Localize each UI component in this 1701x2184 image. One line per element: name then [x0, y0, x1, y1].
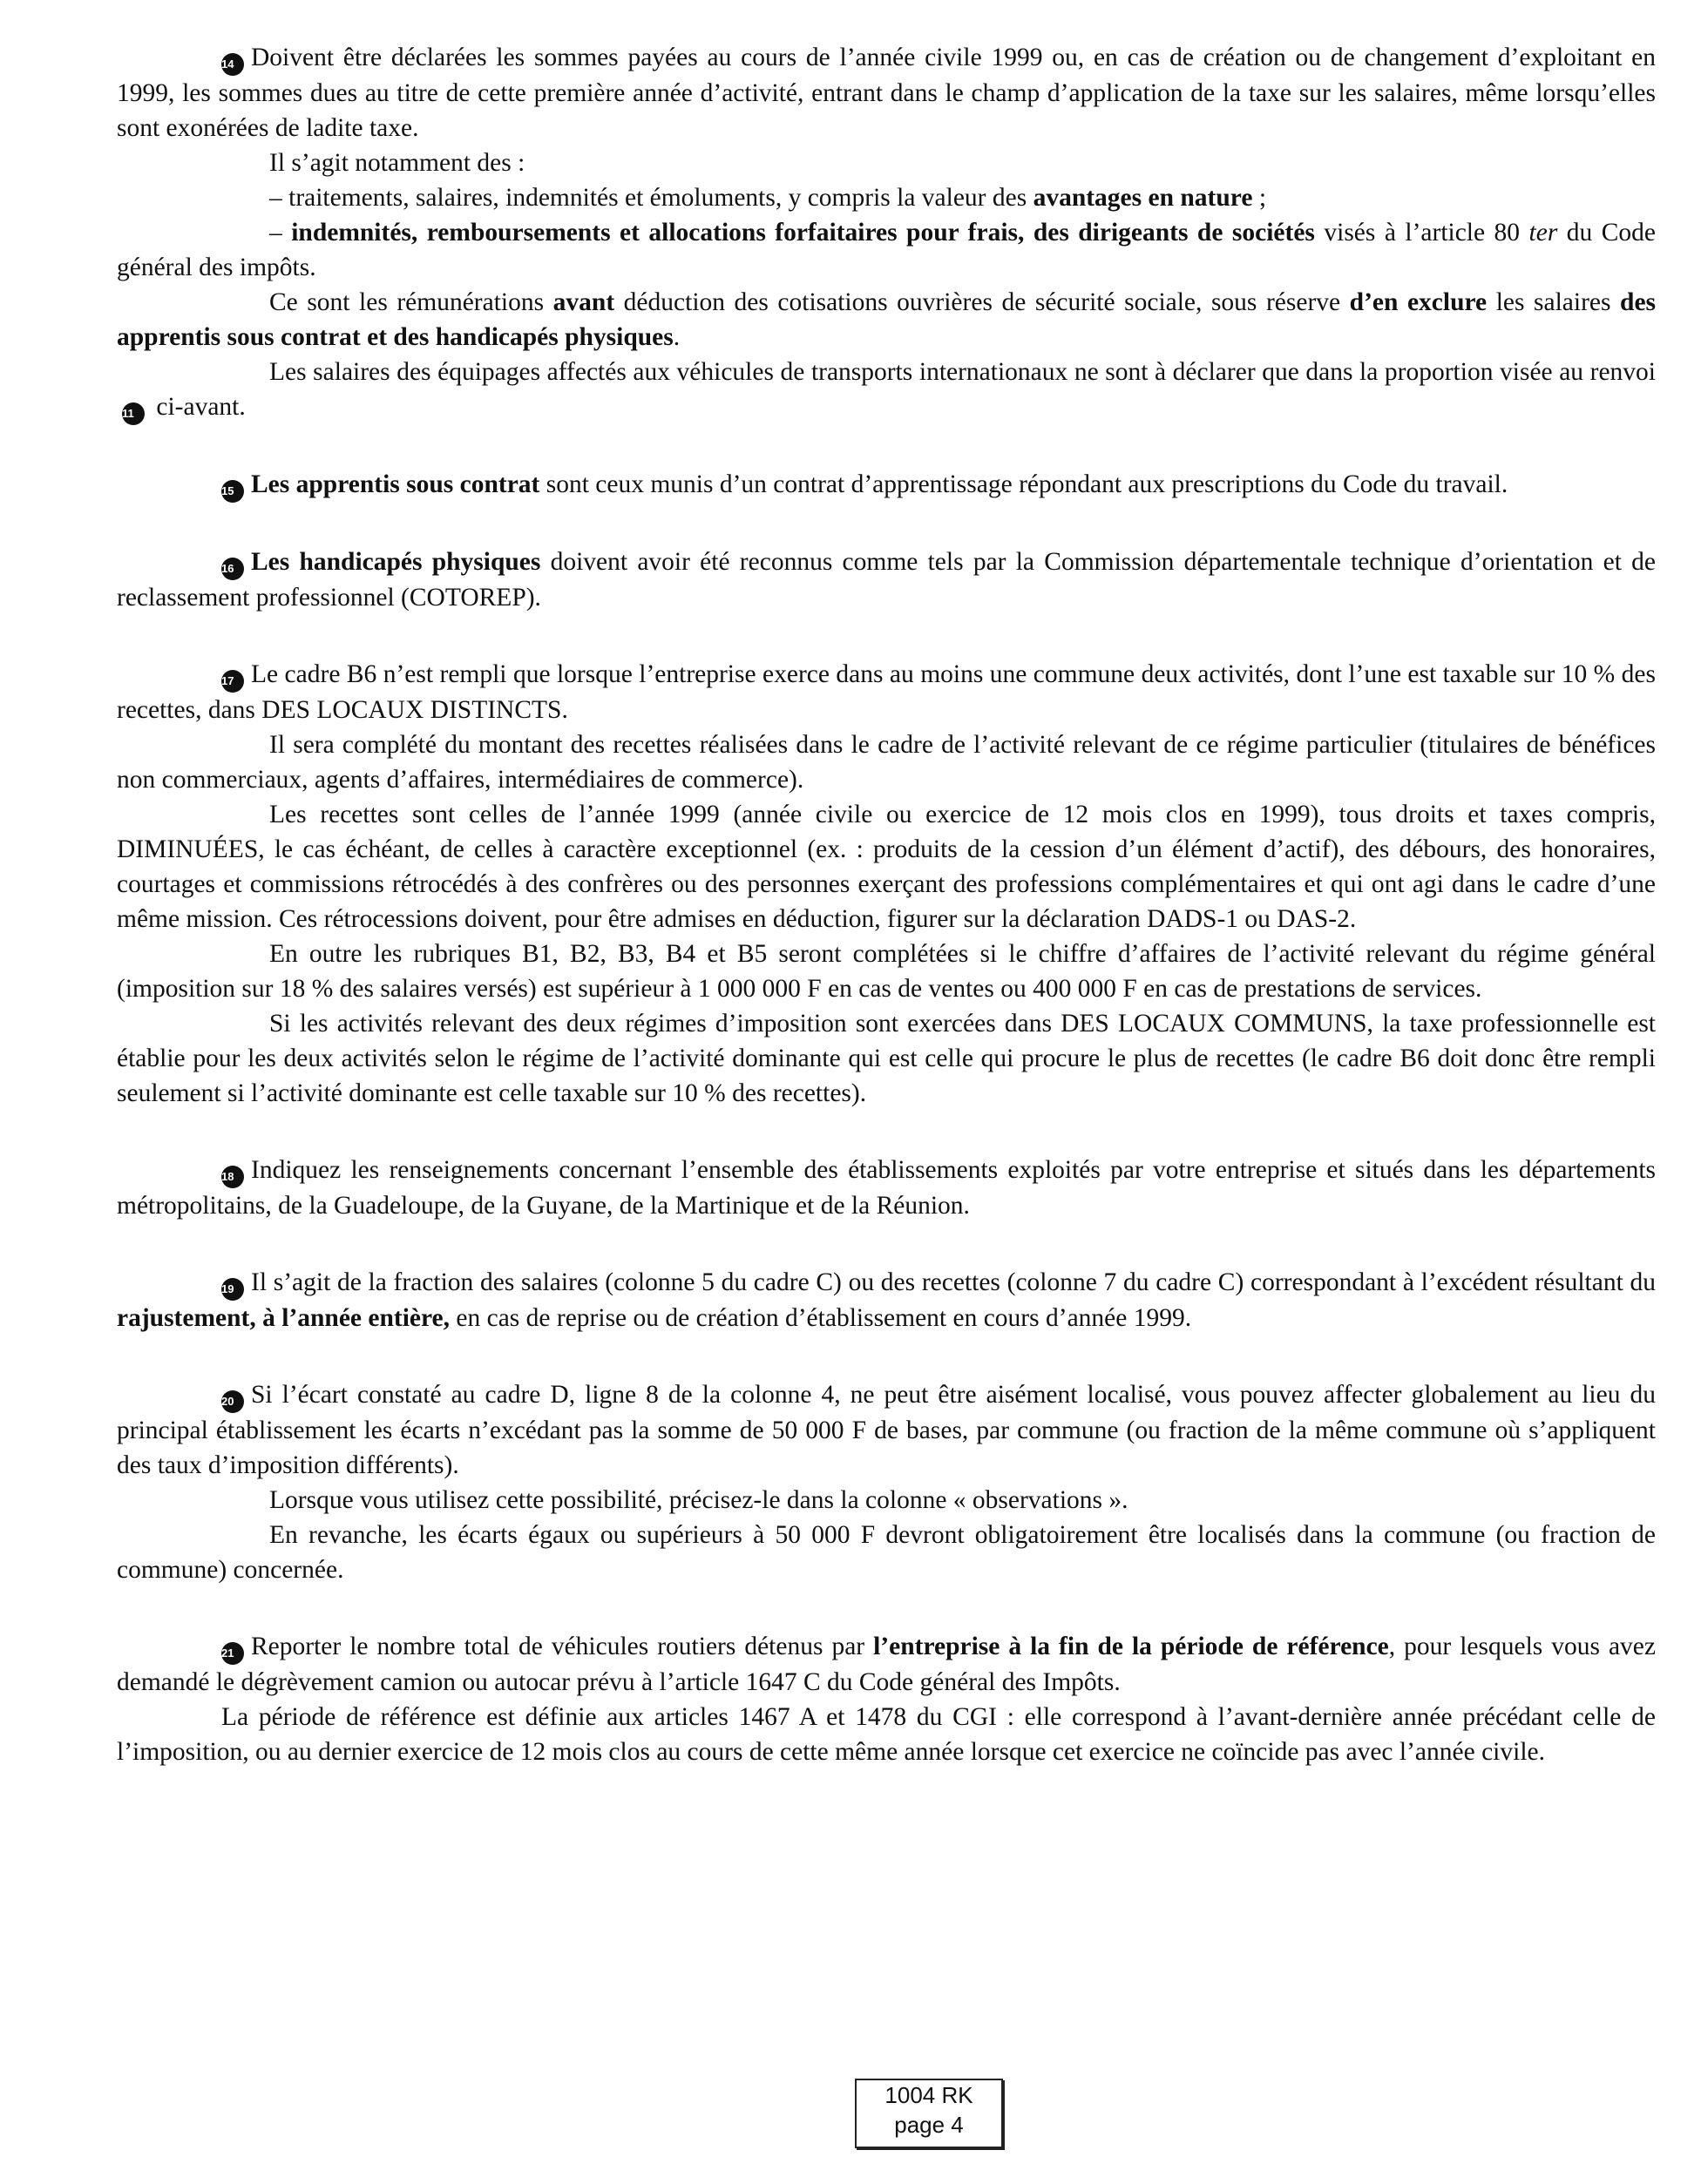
note-emphasis: Les apprentis sous contrat — [251, 470, 540, 498]
note-17-paragraph-5: Si les activités relevant des deux régimes d’imposition sont exercées dans DES LOCAUX COMMUNS, la taxe professionnelle est établie pour les deux activités selon le régime de l’activité dominante qui est celle qui procure le plus de recettes (le cadre B6 doit donc être rempli seulement si l’activité dominante est celle taxable sur 10 % des recettes). — [117, 1010, 1656, 1107]
note-number-badge: 15 — [221, 480, 244, 503]
note-14-list-intro: Il s’agit notamment des : — [269, 149, 525, 177]
note-emphasis: Les handicapés physiques — [251, 548, 541, 576]
note-19 — [117, 1265, 1656, 1335]
note-text: ci-avant. — [150, 393, 246, 421]
note-emphasis: rajustement, à l’année entière, — [117, 1304, 451, 1332]
note-text: , pour lesquels vous avez demandé le dégrèvement camion ou autocar prévu à l’article 1647 C du Code général des Impôts. — [117, 1633, 1656, 1696]
note-text: visés à l’article 80 — [1314, 219, 1529, 247]
note-number-badge: 14 — [221, 53, 244, 76]
note-14-item-2 — [117, 215, 1656, 285]
note-text: Si l’écart constaté au cadre D, ligne 8 de la colonne 4, ne peut être aisément localisé, vous pouvez affecter globalement au lieu du principal établissement les écarts n’excédant pas la somme de 50 000 F de bases, par commune (ou fraction de la même commune où s’appliquent des taux d’imposition différents). — [117, 1381, 1656, 1479]
note-14 — [117, 40, 1656, 425]
note-text: Les salaires des équipages affectés aux véhicules de transports internationaux ne sont à déclarer que dans la proportion visée au renvoi — [269, 358, 1656, 386]
note-14-intro — [117, 40, 1656, 145]
note-19-text — [117, 1265, 1656, 1335]
note-14-equipages — [117, 355, 1656, 425]
note-18-text — [117, 1153, 1656, 1223]
note-14-remunerations — [117, 285, 1656, 355]
note-text: sont ceux munis d’un contrat d’apprentissage répondant aux prescriptions du Code du travail. — [539, 470, 1508, 498]
note-emphasis: avantages en nature — [1033, 184, 1253, 212]
page-footer-box — [855, 2079, 1003, 2148]
note-16-text — [117, 544, 1656, 615]
note-14-item-1 — [117, 180, 1656, 215]
note-text: Indiquez les renseignements concernant l’ensemble des établissements exploités par votre entreprise et situés dans les départements métropolitains, de la Guadeloupe, de la Guyane, de la Martinique et de la Réunion. — [117, 1156, 1656, 1220]
note-20-intro — [117, 1377, 1656, 1483]
note-number-badge: 16 — [221, 558, 244, 580]
note-number-badge: 20 — [221, 1390, 244, 1413]
note-reference-badge: 11 — [122, 402, 145, 425]
note-text: Reporter le nombre total de véhicules routiers détenus par — [251, 1633, 874, 1660]
note-17-paragraph-4: En outre les rubriques B1, B2, B3, B4 et B5 seront complétées si le chiffre d’affaires de l’activité relevant du régime général (imposition sur 18 % des salaires versés) est supérieur à 1 000 000 F en cas de ventes ou 400 000 F en cas de prestations de services. — [117, 940, 1656, 1003]
note-emphasis: avant — [552, 288, 615, 316]
note-20-paragraph-3: En revanche, les écarts égaux ou supérieurs à 50 000 F devront obligatoirement être localisés dans la commune (ou fraction de commune) concernée. — [117, 1521, 1656, 1584]
note-18 — [117, 1153, 1656, 1223]
note-15-text — [117, 467, 1656, 503]
note-text: en cas de reprise ou de création d’établissement en cours d’année 1999. — [450, 1304, 1192, 1332]
note-17-intro — [117, 657, 1656, 727]
note-number-badge: 19 — [221, 1278, 244, 1301]
form-reference: 1004 RK — [884, 2082, 973, 2108]
note-16 — [117, 544, 1656, 615]
note-text: Doivent être déclarées les sommes payées au cours de l’année civile 1999 ou, en cas de création ou de changement d’exploitant en 1999, les sommes dues au titre de cette première année d’activité, entrant dans le champ d’application de la taxe sur les salaires, même lorsqu’elles sont exonérées de ladite taxe. — [117, 44, 1656, 142]
note-emphasis: d’en exclure — [1349, 288, 1488, 316]
note-21-intro — [117, 1629, 1656, 1700]
note-number-badge: 21 — [221, 1642, 244, 1665]
note-number-badge: 17 — [221, 670, 244, 693]
note-text: Le cadre B6 n’est rempli que lorsque l’entreprise exerce dans au moins une commune deux activités, dont l’une est taxable sur 10 % des recettes, dans DES LOCAUX DISTINCTS. — [117, 660, 1656, 724]
note-text: les salaires — [1487, 288, 1621, 316]
note-text: du Code général des impôts. — [117, 219, 1657, 281]
note-text: Ce sont les rémunérations — [269, 288, 553, 316]
note-text: doivent avoir été reconnus comme tels par la Commission départementale technique d’orientation et de reclassement professionnel (COTOREP). — [117, 548, 1656, 612]
note-17 — [117, 657, 1656, 1111]
note-21 — [117, 1629, 1656, 1769]
note-20 — [117, 1377, 1656, 1587]
note-text: . — [673, 323, 681, 351]
note-17-paragraph-3: Les recettes sont celles de l’année 1999 (année civile ou exercice de 12 mois clos en 1999), tous droits et taxes compris, DIMINUÉES, le cas échéant, de celles à caractère exceptionnel (ex. : produits de la cession d’un élément d’actif), des débours, des honoraires, courtages et commissions rétrocédés à des confrères ou des personnes exerçant des professions complémentaires et qui ont agi dans le cadre d’une même mission. Ces rétrocessions doivent, pour être admises en déduction, figurer sur la déclaration DADS-1 ou DAS-2. — [117, 801, 1656, 933]
note-text: ; — [1252, 184, 1267, 212]
note-emphasis: indemnités, remboursements et allocations forfaitaires pour frais, des dirigeants de sociétés — [291, 219, 1315, 247]
note-text: Il s’agit de la fraction des salaires (colonne 5 du cadre C) ou des recettes (colonne 7 du cadre C) correspondant à l’excédent résultant du — [251, 1268, 1656, 1296]
note-17-paragraph-2: Il sera complété du montant des recettes réalisées dans le cadre de l’activité relevant de ce régime particulier (titulaires de bénéfices non commerciaux, agents d’affaires, intermédiaires de commerce). — [117, 731, 1656, 794]
note-italic: ter — [1528, 219, 1558, 247]
note-text: – — [269, 219, 292, 247]
note-21-paragraph-2: La période de référence est définie aux articles 1467 A et 1478 du CGI : elle correspond à l’avant-dernière année précédant celle de l’imposition, ou au dernier exercice de 12 mois clos au cours de cette même année lorsque cet exercice ne coïncide pas avec l’année civile. — [117, 1703, 1656, 1766]
note-20-paragraph-2: Lorsque vous utilisez cette possibilité, précisez-le dans la colonne « observations ». — [269, 1486, 1128, 1514]
note-15 — [117, 467, 1656, 503]
note-text: – traitements, salaires, indemnités et émoluments, y compris la valeur des — [269, 184, 1033, 212]
note-emphasis: des apprentis sous contrat et des handicapés physiques — [117, 288, 1657, 351]
note-text: déduction des cotisations ouvrières de sécurité sociale, sous réserve — [614, 288, 1350, 316]
note-emphasis: l’entreprise à la fin de la période de référence — [873, 1633, 1389, 1660]
notice-page — [117, 40, 1656, 1811]
page-number: page 4 — [894, 2112, 964, 2138]
note-number-badge: 18 — [221, 1166, 244, 1188]
